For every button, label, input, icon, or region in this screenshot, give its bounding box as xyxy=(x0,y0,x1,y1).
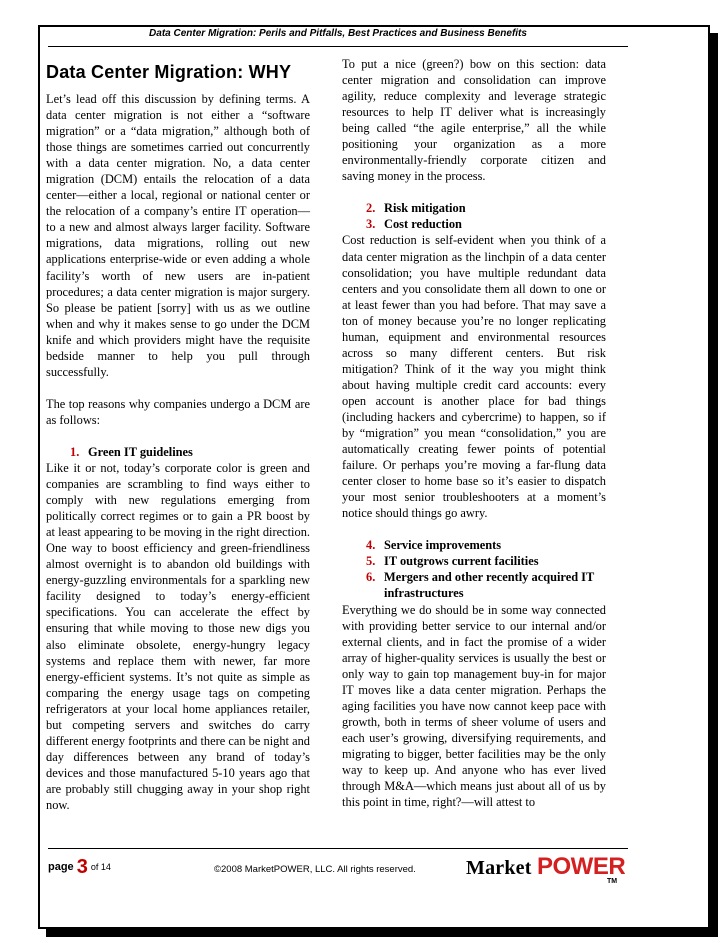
intro-paragraph: Let’s lead off this discussion by defining terms. A data center migration is not either a “software migration” or a “data migration,” although both of those things are sometimes carried out concurrently with a data center migration. No, a data center migration (DCM) entails the relocation of a data center—either a local, regional or national center or the relocation of a company’s entire IT operation—to a new and almost always larger facility. Software migrations, data migrations, rolling out new applications enterprise-wide or even adding a whole facility’s worth of new users are in-patient procedures; a data center migration is major surgery. So please be patient [sorry] with us as we outline when and why it makes sense to go under the DCM knife and which providers might have the requisite bedside manner to help you pull through successfully. xyxy=(46,92,310,379)
reason-list-1 xyxy=(46,444,310,460)
reason-list-2 xyxy=(342,200,606,232)
service-paragraph: Everything we do should be in some way connected with providing better service to our internal and/or external clients, and in fact the promise of a wider array of higher-quality services is usually the best or only way to gain top management buy-in for major IT moves like a data center migration. Perhaps the aging facilities you have now cannot keep pace with growth, both in terms of sheer volume of users and each user’s growing, diversifying requirements, and migrating to bigger, better facilities may be the only way to keep up. And anyone who has ever lived through M&A—which means just about all of us by this point in time, right?—will attest to xyxy=(342,602,606,810)
list-number: 3. xyxy=(366,217,376,232)
cost-risk-paragraph: Cost reduction is self-evident when you think of a data center migration as the linchpin of a data center consolidation; you have multiple redundant data centers and you consolidate them all down to one or at least fewer than you had before. That may save a ton of money because you’re no longer replicating human, equipment and environmental resources across so many different centers. But risk mitigation? Think of it the way you might think about having multiple credit card accounts: every open account is another place for bad things (including hackers and cybercrime) to happen, so if by “migration” you mean “consolidation,” you are automatically creating fewer points of potential failure. Or perhaps you’re moving a far-flung data center closer to home base so it’s easier to dispatch your most senior troubleshooters at a moment’s notice should things go awry. xyxy=(342,233,606,521)
list-item xyxy=(342,216,606,232)
left-column xyxy=(46,56,310,813)
list-item xyxy=(342,569,606,601)
reasons-intro: The top reasons why companies undergo a DCM are as follows: xyxy=(46,396,310,427)
marketpower-logo xyxy=(466,853,636,889)
green-it-paragraph: Like it or not, today’s corporate color is green and companies are scrambling to find ways either to comply with new regulations emerging from politically correct regimes or to gain a PR boost by at least appearing to be moving in the right direction. One way to boost efficiency and green-friendliness almost overnight is to abandon old buildings with energy-guzzling environmentals for a sparkling new facility designed to today’s energy-efficient specifications. You can accelerate the effect by ensuring that while moving to those new digs you also eliminate obsolete, energy-hungry legacy systems and replace them with newer, far more energy-efficient systems. It’s not quite as simple as comparing the energy usage tags on competing refrigerators at your local home appliances retailer, but competing servers and switches do carry different energy footprints and there can be night and day differences between any brand of today’s devices and those manufactured 5-10 years ago that are probably still chugging away in your shop right now. xyxy=(46,460,310,812)
list-label: Risk mitigation xyxy=(384,201,466,216)
logo-trademark: TM xyxy=(607,878,618,885)
list-number: 4. xyxy=(366,538,376,553)
page-total: of 14 xyxy=(90,862,111,872)
logo-market: Market xyxy=(466,857,532,879)
copyright-notice: ©2008 MarketPOWER, LLC. All rights reserved. xyxy=(214,864,416,875)
page-number: 3 xyxy=(76,856,88,878)
logo-power: POWER xyxy=(537,853,626,880)
page-word: page xyxy=(48,861,74,873)
list-number: 2. xyxy=(366,201,376,216)
list-label: Service improvements xyxy=(384,538,502,553)
list-label: IT outgrows current facilities xyxy=(384,554,539,569)
right-column xyxy=(342,56,606,810)
list-label: Green IT guidelines xyxy=(88,444,193,459)
list-number: 5. xyxy=(366,554,376,569)
section-heading: Data Center Migration: WHY xyxy=(46,62,292,82)
footer-divider xyxy=(48,848,628,849)
reason-list-3 xyxy=(342,537,606,601)
list-item xyxy=(342,553,606,569)
list-label: Cost reduction xyxy=(384,217,462,232)
page-indicator xyxy=(48,856,111,879)
header-divider xyxy=(48,46,628,47)
list-item xyxy=(342,537,606,553)
list-item xyxy=(46,444,310,460)
list-number: 1. xyxy=(70,444,80,459)
list-number: 6. xyxy=(366,570,376,585)
green-summary-paragraph: To put a nice (green?) bow on this section: data center migration and consolidation can improve agility, reduce complexity and leverage strategic resources to help IT deliver what is increasingly being called “the agile enterprise,” all the while positioning your organization as a more environmentally-friendly corporate citizen and saving money in the process. xyxy=(342,57,606,184)
list-item xyxy=(342,200,606,216)
list-label: Mergers and other recently acquired IT infrastructures xyxy=(384,570,595,601)
running-header: Data Center Migration: Perils and Pitfalls, Best Practices and Business Benefits xyxy=(149,28,527,39)
